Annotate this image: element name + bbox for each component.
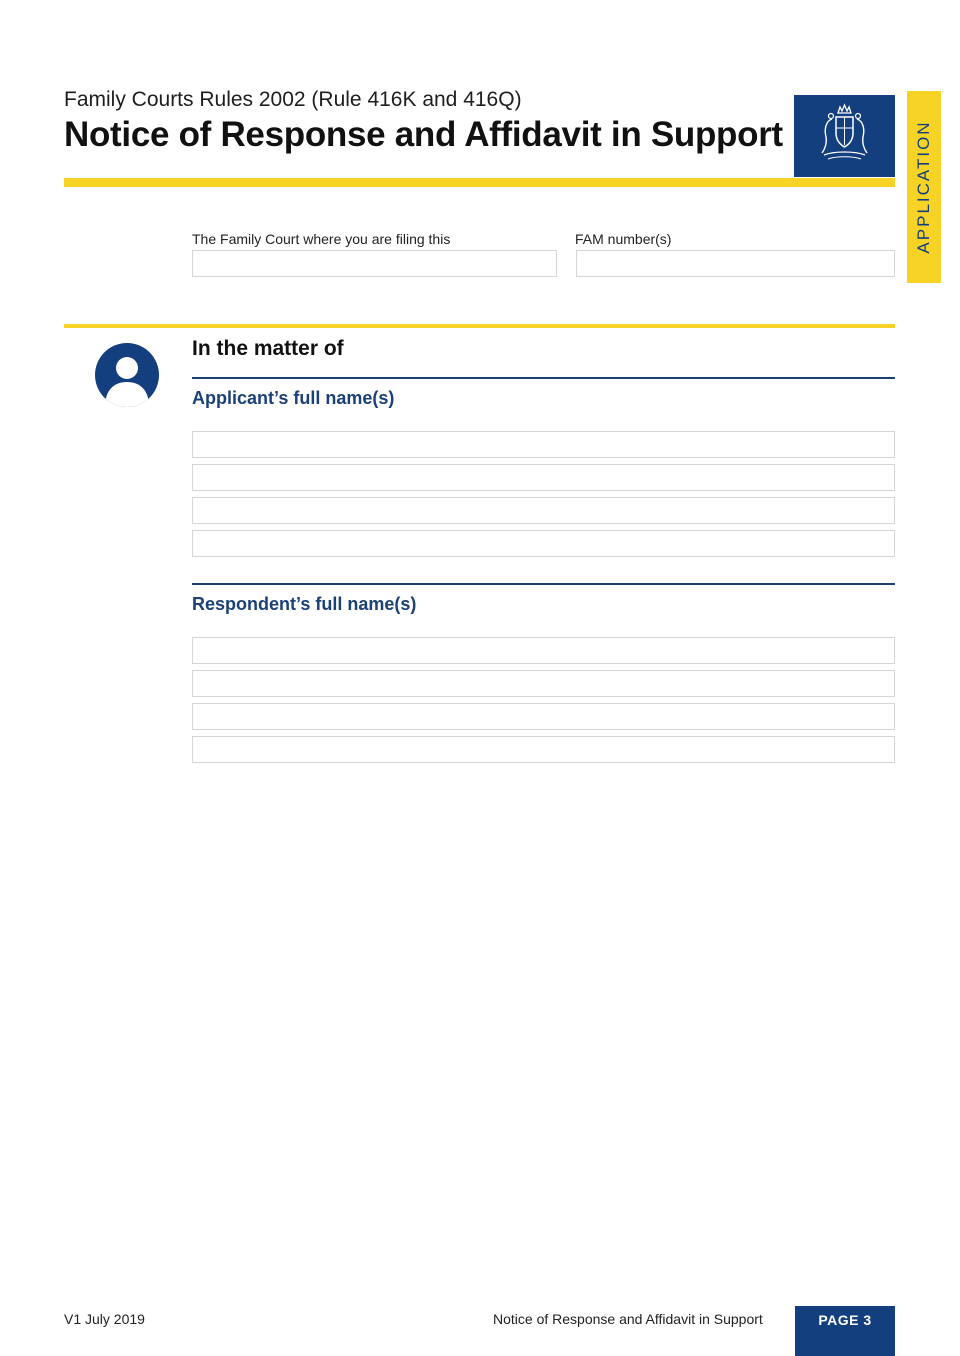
footer-doc-title: Notice of Response and Affidavit in Support (493, 1311, 763, 1327)
respondent-name-field[interactable] (192, 670, 895, 697)
respondent-name-field[interactable] (192, 736, 895, 763)
applicant-name-field[interactable] (192, 431, 895, 458)
page-number: PAGE 3 (818, 1312, 872, 1328)
court-field[interactable] (192, 250, 557, 277)
nz-coat-of-arms-icon (794, 95, 895, 177)
respondent-name-field[interactable] (192, 637, 895, 664)
respondent-label: Respondent’s full name(s) (192, 594, 417, 614)
applicant-divider (192, 377, 895, 379)
court-field-label: The Family Court where you are filing this (192, 231, 451, 247)
application-side-tab (907, 91, 941, 283)
applicant-name-field[interactable] (192, 530, 895, 557)
fam-number-label: FAM number(s) (575, 231, 672, 247)
applicant-name-field[interactable] (192, 497, 895, 524)
footer-version: V1 July 2019 (64, 1311, 145, 1327)
matter-heading: In the matter of (192, 337, 344, 360)
applicant-label: Applicant’s full name(s) (192, 388, 395, 408)
respondent-name-field[interactable] (192, 703, 895, 730)
side-tab-label: APPLICATION (914, 120, 933, 254)
header-divider (64, 178, 895, 187)
respondent-divider (192, 583, 895, 585)
person-icon (95, 343, 159, 407)
applicant-name-field[interactable] (192, 464, 895, 491)
page-number-badge (795, 1306, 895, 1356)
fam-number-field[interactable] (576, 250, 895, 277)
section-divider (64, 324, 895, 328)
page-title: Notice of Response and Affidavit in Support (64, 115, 783, 154)
form-rule-reference: Family Courts Rules 2002 (Rule 416K and 416Q) (64, 88, 522, 111)
